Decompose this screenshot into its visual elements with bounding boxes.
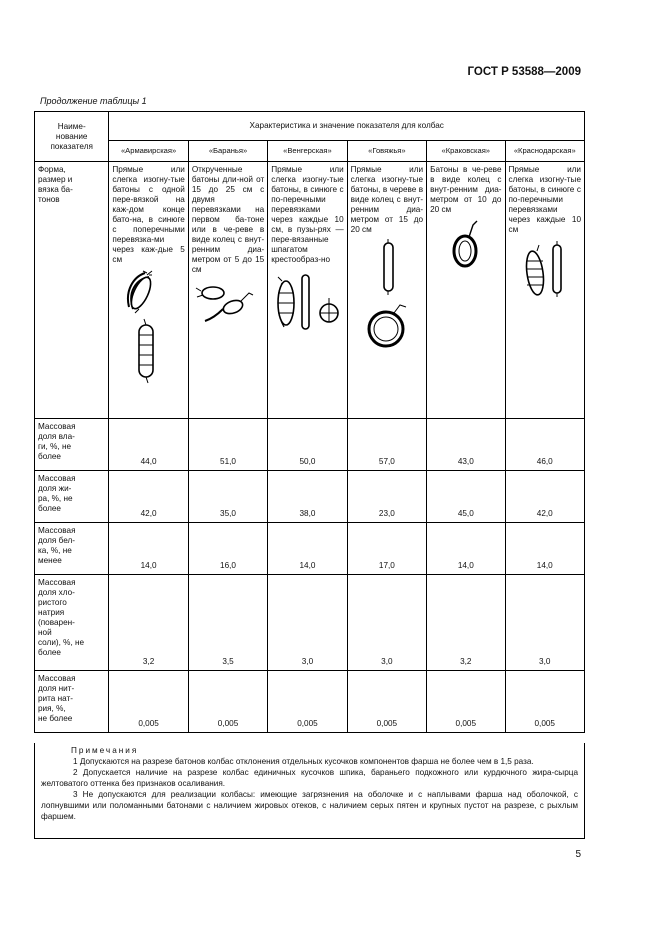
notes-title: Примечания [71,746,139,755]
shape-text: Прямые или слегка изогну-тые батоны, в череве в виде колец с внут-ренним диа-метром от 15 до 20 см [350,165,424,234]
sausage-illustration [119,269,179,387]
fat-value: 38,0 [268,471,347,523]
column-header: «Армавирская» [109,141,188,162]
column-header: «Краковская» [427,141,505,162]
shape-cell [427,162,505,419]
shape-cell [505,162,585,419]
salt-value: 3,2 [427,575,505,671]
row-label: Форма, размер и вязка ба- тонов [35,162,109,419]
column-header: «Венгерская» [268,141,347,162]
moisture-value: 50,0 [268,419,347,471]
sausage-illustration [441,219,491,271]
group-header: Характеристика и значение показателя для колбас [109,112,585,141]
shape-cell [347,162,426,419]
protein-value: 14,0 [427,523,505,575]
note-item: 1 Допускаются на разрезе батонов колбас отклонения отдельных кусочков компонентов фарша не более чем в 1,5 раза. [73,757,534,766]
table-notes [34,743,585,839]
nitrite-value: 0,005 [109,671,188,733]
protein-value: 16,0 [188,523,267,575]
shape-text: Прямые или слегка изогну-тые батоны с одной пере-вязкой на каж-дом конце бато-на, в синюге с поперечными перевязка-ми через каж-дые 5 см [112,165,185,264]
shape-cell [188,162,267,419]
indicator-name-header: Наиме- нование показателя [35,112,109,162]
note-item: 3 Не допускаются для реализации колбасы: имеющие загрязнения на оболочке и с наплывами фарша над оболочкой, с лопнувшими или поломанными батонами с наличием жировых отеков, с наличием серых пятен и крупных пустот на разрезе, с рыхлым фаршем. [41,790,578,821]
standard-number: ГОСТ Р 53588—2009 [467,66,581,78]
shape-text: Прямые или слегка изогну-тые батоны, в синюге с по-перечными перевязками через каждые 10 см [508,165,581,234]
nitrite-value: 0,005 [188,671,267,733]
shape-text: Прямые или слегка изогну-тые батоны, в синюге с по-перечными перевязками через каждые 10 см, в пузы-рях — пере-вязанные шпагатом крестообраз-но [271,165,344,264]
sausage-illustration [515,239,575,303]
shape-cell [109,162,188,419]
fat-value: 35,0 [188,471,267,523]
sausage-characteristics-table [34,111,585,733]
nitrite-value: 0,005 [347,671,426,733]
column-header: «Баранья» [188,141,267,162]
sausage-illustration [354,239,420,351]
moisture-value: 51,0 [188,419,267,471]
protein-value: 14,0 [109,523,188,575]
row-label: Массовая доля хло- ристого натрия (поварен- ной соли), %, не более [35,575,109,671]
moisture-value: 57,0 [347,419,426,471]
fat-value: 42,0 [505,471,585,523]
moisture-value: 43,0 [427,419,505,471]
fat-value: 42,0 [109,471,188,523]
table-continuation-caption: Продолжение таблицы 1 [40,96,147,106]
salt-value: 3,5 [188,575,267,671]
page-number: 5 [575,849,581,860]
nitrite-value: 0,005 [268,671,347,733]
nitrite-value: 0,005 [427,671,505,733]
nitrite-value: 0,005 [505,671,585,733]
sausage-illustration [272,269,342,335]
protein-value: 17,0 [347,523,426,575]
shape-text: Батоны в че-реве в виде колец с внут-ренним диа-метром от 10 до 20 см [430,165,502,214]
column-header: «Краснодарская» [505,141,585,162]
salt-value: 3,0 [505,575,585,671]
moisture-value: 46,0 [505,419,585,471]
moisture-value: 44,0 [109,419,188,471]
row-label: Массовая доля бел- ка, %, не менее [35,523,109,575]
salt-value: 3,0 [268,575,347,671]
shape-cell [268,162,347,419]
salt-value: 3,0 [347,575,426,671]
fat-value: 45,0 [427,471,505,523]
protein-value: 14,0 [505,523,585,575]
sausage-illustration [195,279,261,329]
protein-value: 14,0 [268,523,347,575]
row-label: Массовая доля жи- ра, %, не более [35,471,109,523]
row-label: Массовая доля вла- ги, %, не более [35,419,109,471]
fat-value: 23,0 [347,471,426,523]
shape-text: Открученные батоны дли-ной от 15 до 25 см с двумя перевязками на первом ба-тоне или в че-реве в виде колец с внут-ренним диа-метром от 5 до 15 см [191,165,265,274]
note-item: 2 Допускается наличие на разрезе колбас единичных кусочков шпика, бараньего подкожного или курдючного жира-сырца желтоватого оттенка без признаков осаливания. [41,768,578,788]
column-header: «Говяжья» [347,141,426,162]
row-label: Массовая доля нит- рита нат- рия, %, не более [35,671,109,733]
salt-value: 3,2 [109,575,188,671]
